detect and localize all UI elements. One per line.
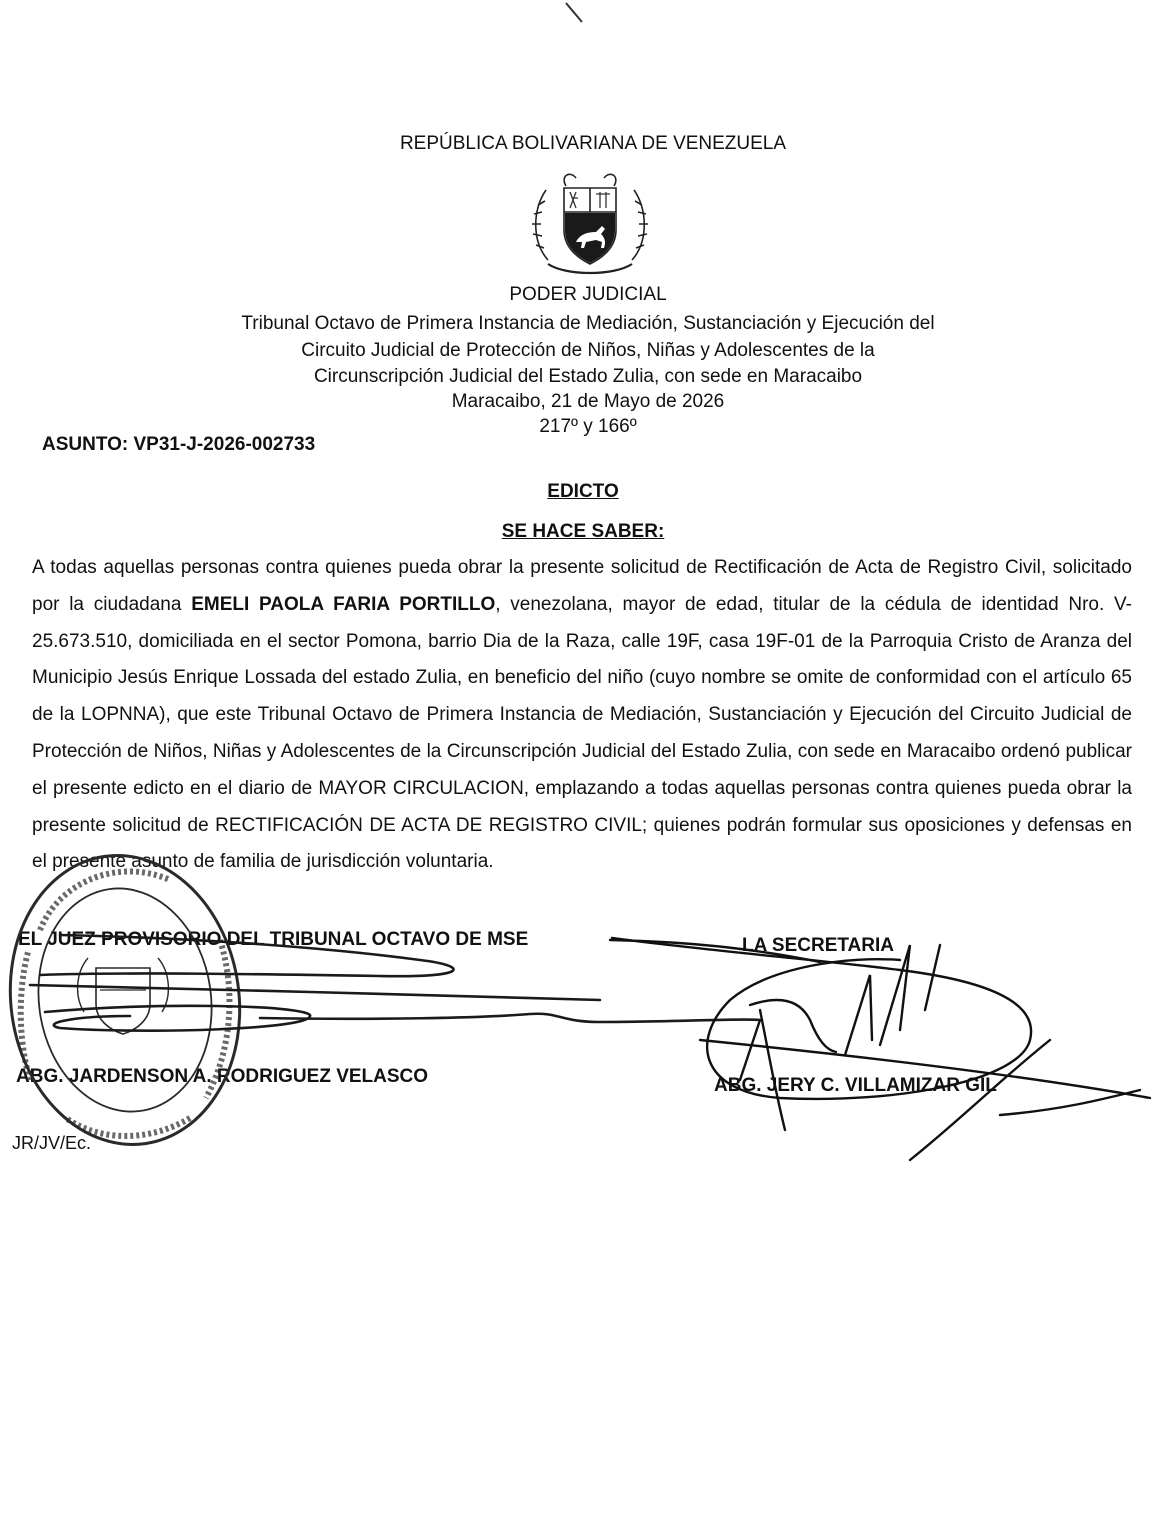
body-text-intro: A todas aquellas personas contra quienes pueda obrar la presente solicitud de Rectificación de Acta de Registro Civil, solicitado por la ciudadana (32, 557, 1132, 615)
court-line-2: Circuito Judicial de Protección de Niños, Niñas y Adolescentes de la (301, 340, 875, 361)
typist-initials: JR/JV/Ec. (12, 1133, 92, 1153)
coat-of-arms-icon (526, 168, 654, 280)
stray-mark (566, 3, 582, 22)
document-title: EDICTO (547, 481, 619, 502)
court-line-3: Circunscripción Judicial del Estado Zulia, con sede en Maracaibo (313, 366, 863, 387)
body-text-rest: , venezolana, mayor de edad, titular de la cédula de identidad Nro. V- 25.673.510, domiciliada en el sector Pomona, barrio Dia de la Raza, calle 19F, casa 19F-01 de la Parroquia Cristo de Aranza del Municipio Jesús Enrique Lossada del estado Zulia, en beneficio del niño (cuyo nombre se omite de conformidad con el artículo 65 de la LOPNNA), que este Tribunal Octavo de Primera Instancia de Mediación, Sustanciación y Ejecución del Circuito Judicial de Protección de Niños, Niñas y Adolescentes de la Circunscripción Judicial del Estado Zulia, con sede en Maracaibo ordenó publicar el presente edicto en el diario de MAYOR CIRCULACION, emplazando a todas aquellas personas contra quienes pueda obrar la presente solicitud de RECTIFICACIÓN DE ACTA DE REGISTRO CIVIL; quienes podrán formular sus oposiciones y defensas en el presente asunto de familia de jurisdicción voluntaria. (32, 593, 1132, 873)
secretary-name: ABG. JERY C. VILLAMIZAR GIL (714, 1075, 997, 1096)
secretary-title: LA SECRETARIA (742, 935, 894, 956)
judge-name: ABG. JARDENSON A. RODRIGUEZ VELASCO (16, 1066, 429, 1087)
document-subtitle: SE HACE SABER: (501, 521, 665, 542)
header-country: REPÚBLICA BOLIVARIANA DE VENEZUELA (399, 133, 787, 154)
judge-title: EL JUEZ PROVISORIO DEL TRIBUNAL OCTAVO DE MSE (18, 929, 529, 950)
court-seal-stamp (0, 841, 258, 1160)
header-branch: PODER JUDICIAL (509, 284, 667, 305)
date-line: Maracaibo, 21 de Mayo de 2026 (451, 391, 725, 412)
case-number: ASUNTO: VP31-J-2026-002733 (42, 434, 316, 455)
applicant-name: EMELI PAOLA FARIA PORTILLO (191, 593, 496, 615)
body-paragraph (32, 550, 1132, 881)
era-line: 217º y 166º (539, 416, 637, 437)
court-line-1: Tribunal Octavo de Primera Instancia de Mediación, Sustanciación y Ejecución del (241, 313, 935, 334)
secretary-signature (610, 938, 1150, 1160)
